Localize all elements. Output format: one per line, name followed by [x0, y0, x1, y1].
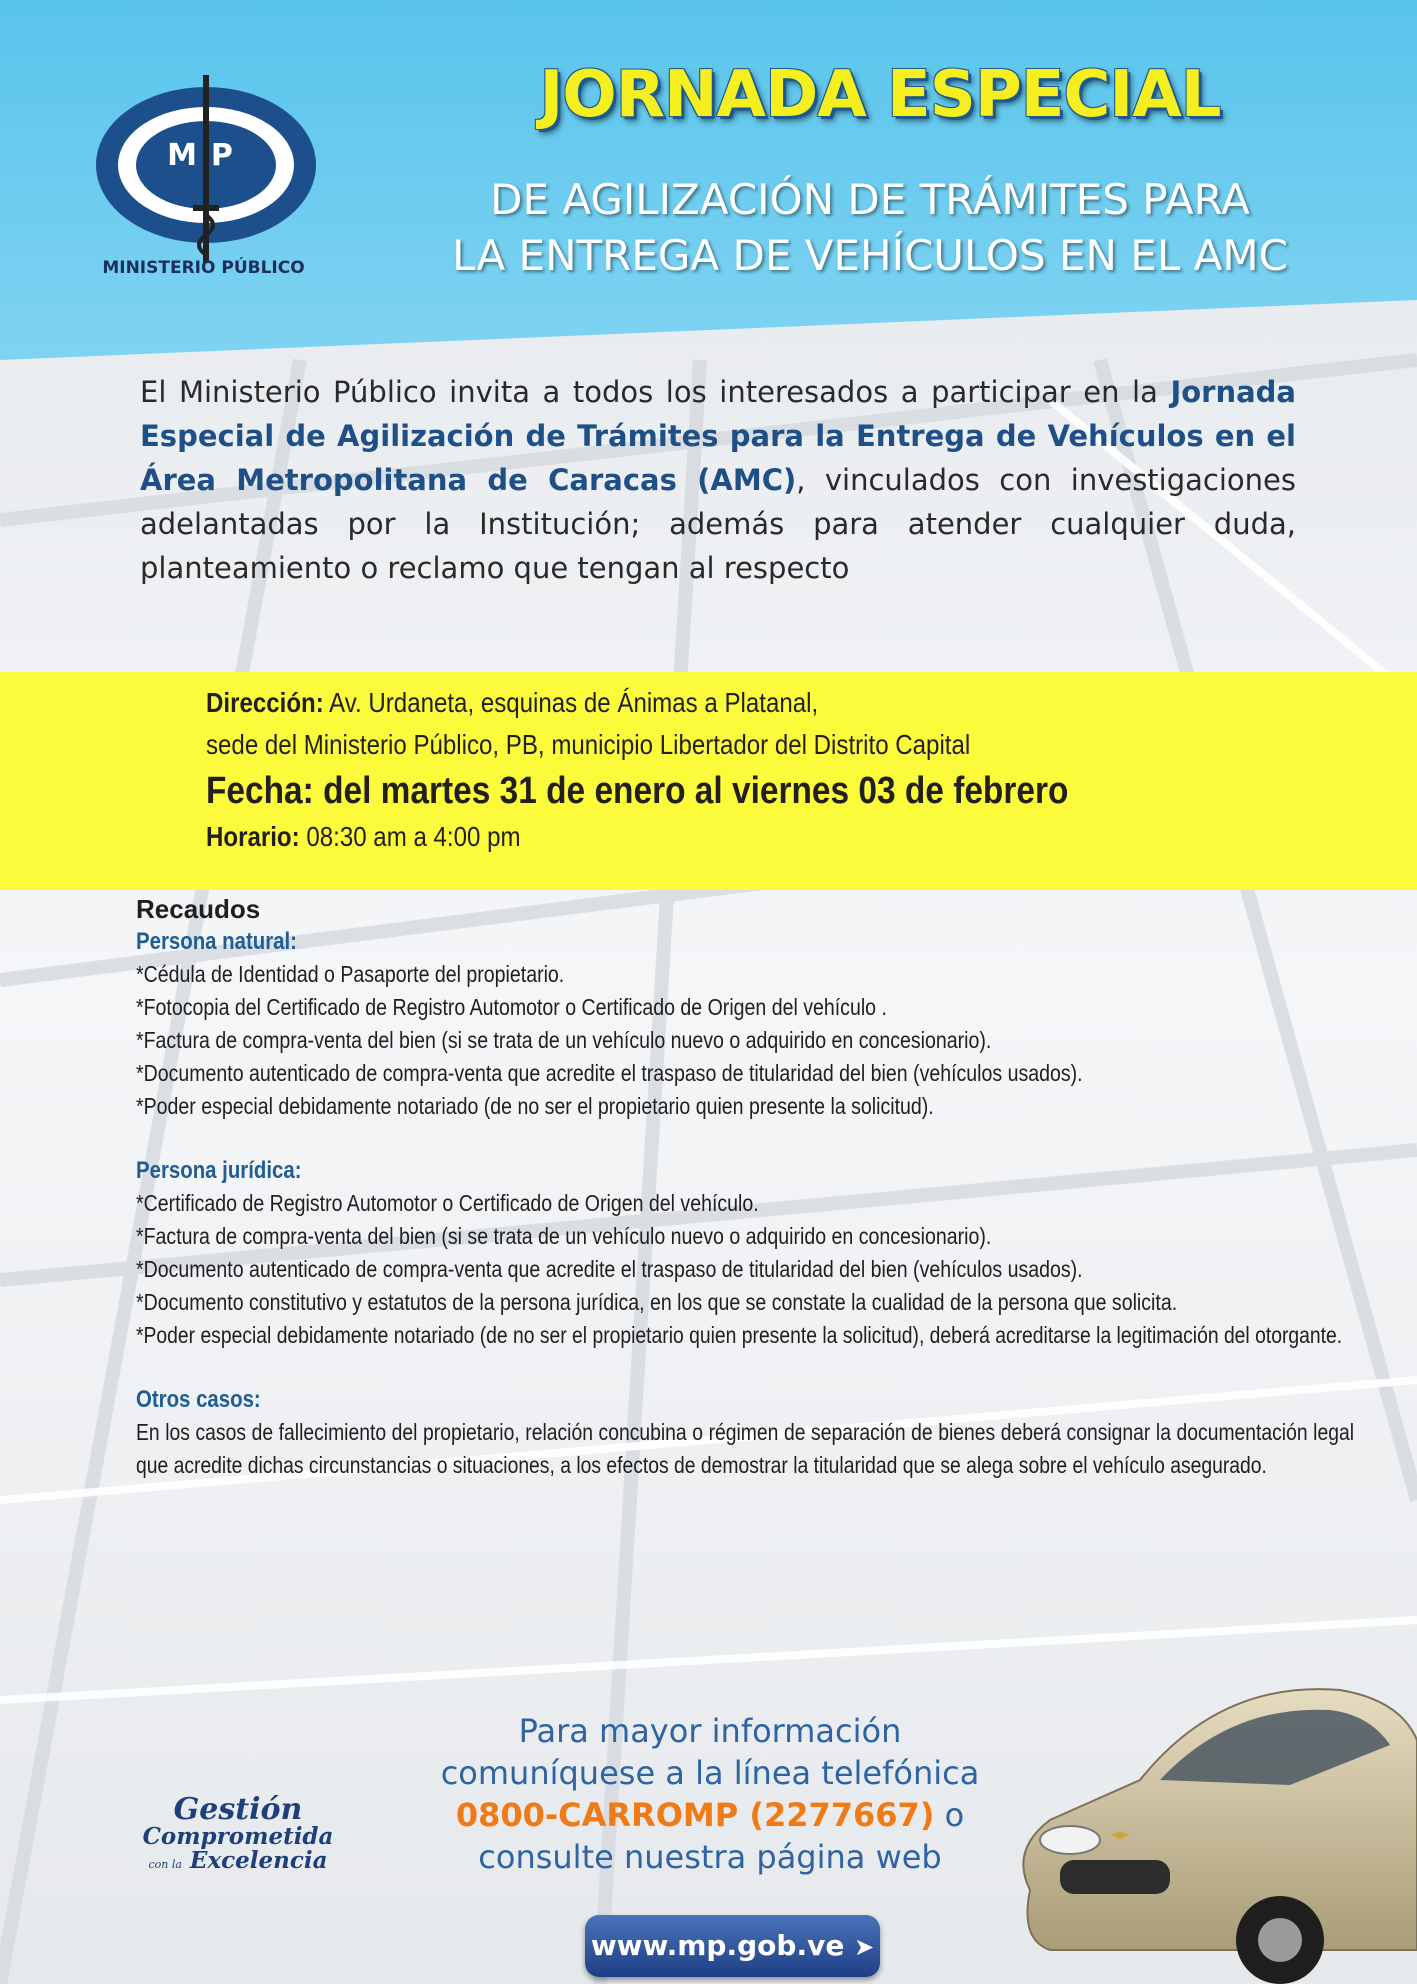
fecha-line — [206, 766, 1262, 816]
recaudos-heading: Recaudos — [136, 894, 261, 924]
list-item: *Poder especial debidamente notariado (de no ser el propietario quien presente la solicitud). — [136, 1093, 934, 1119]
website-button[interactable] — [585, 1915, 880, 1977]
logo-label: MINISTERIO PÚBLICO — [102, 258, 305, 278]
page-subtitle — [330, 172, 1410, 284]
cursor-icon: ➤ — [854, 1933, 875, 1961]
otros-casos-title: Otros casos: — [136, 1386, 261, 1413]
recaudos-section — [136, 892, 1354, 1482]
list-item: *Cédula de Identidad o Pasaporte del propietario. — [136, 961, 565, 987]
direccion-label: Dirección: — [206, 687, 324, 718]
intro-paragraph — [140, 370, 1296, 590]
persona-juridica-title: Persona jurídica: — [136, 1157, 302, 1184]
page-title: JORNADA ESPECIAL — [539, 58, 1221, 132]
list-item: *Poder especial debidamente notariado (de no ser el propietario quien presente la solicitud), deberá acreditarse la legitimación del otorgante. — [136, 1322, 1343, 1348]
event-info — [206, 682, 1406, 858]
otros-casos-text: En los casos de fallecimiento del propietario, relación concubina o régimen de separación de bienes deberá consignar la documentación legal que acredite dichas circunstancias o situaciones, a los efectos de demostrar la titularidad que se alega sobre el vehículo asegurado. — [136, 1419, 1354, 1478]
website-url: www.mp.gob.ve — [590, 1929, 845, 1962]
horario-label: Horario: — [206, 821, 300, 852]
car-image — [990, 1650, 1417, 1984]
list-item: *Factura de compra-venta del bien (si se trata de un vehículo nuevo o adquirido en concesionario). — [136, 1223, 992, 1249]
comprometida-word: Comprometida — [142, 1823, 334, 1850]
direccion-line-2: sede del Ministerio Público, PB, municipio Libertador del Distrito Capital — [206, 729, 971, 760]
direccion-value-1: Av. Urdaneta, esquinas de Ánimas a Platanal, — [323, 687, 819, 718]
contact-or: o — [934, 1796, 965, 1834]
list-item: *Fotocopia del Certificado de Registro Automotor o Certificado de Origen del vehículo . — [136, 994, 887, 1020]
contact-block — [360, 1710, 1060, 1878]
contact-line-3 — [360, 1794, 1060, 1836]
logo-letters: MP — [167, 138, 247, 173]
horario-value: 08:30 am a 4:00 pm — [299, 821, 521, 852]
intro-text-1: El Ministerio Público invita a todos los interesados a participar en la — [140, 375, 1171, 409]
list-item: *Factura de compra-venta del bien (si se trata de un vehículo nuevo o adquirido en concesionario). — [136, 1027, 992, 1053]
fecha-label: Fecha: — [206, 770, 314, 812]
excelencia-line — [128, 1849, 348, 1877]
intro-text-2: , vinculados con investigaciones adelantadas por la Institución; además para atender cualquier duda, planteamiento o reclamo que tengan al respecto — [140, 463, 1296, 585]
subtitle-line-2: LA ENTREGA DE VEHÍCULOS EN EL AMC — [452, 231, 1288, 280]
list-item: *Documento autenticado de compra-venta que acredite el traspaso de titularidad del bien (vehículos usados). — [136, 1060, 1083, 1086]
connector-word: con la — [148, 1858, 182, 1871]
phone-number[interactable]: 0800-CARROMP (2277667) — [455, 1796, 935, 1834]
ministerio-publico-logo — [88, 75, 323, 285]
contact-line-2: comuníquese a la línea telefónica — [440, 1754, 980, 1792]
list-item: *Certificado de Registro Automotor o Certificado de Origen del vehículo. — [136, 1190, 759, 1216]
gestion-word: Gestión — [173, 1792, 303, 1827]
intro-highlight: Jornada Especial de Agilización de Trámites para la Entrega de Vehículos en el Área Metropolitana de Caracas (AMC) — [140, 375, 1296, 497]
list-item: *Documento autenticado de compra-venta que acredite el traspaso de titularidad del bien (vehículos usados). — [136, 1256, 1083, 1282]
contact-line-1: Para mayor información — [518, 1712, 902, 1750]
direccion-line-1 — [206, 682, 1238, 724]
list-item: *Documento constitutivo y estatutos de la persona jurídica, en los que se constate la cualidad de la persona que solicita. — [136, 1289, 1178, 1315]
persona-natural-title: Persona natural: — [136, 928, 297, 955]
gestion-comprometida-logo — [128, 1792, 348, 1877]
fecha-value: del martes 31 de enero al viernes 03 de febrero — [313, 770, 1069, 812]
horario-line — [206, 816, 1238, 858]
excelencia-word: Excelencia — [189, 1847, 328, 1874]
subtitle-line-1: DE AGILIZACIÓN DE TRÁMITES PARA — [490, 175, 1250, 224]
contact-line-4: consulte nuestra página web — [478, 1838, 942, 1876]
